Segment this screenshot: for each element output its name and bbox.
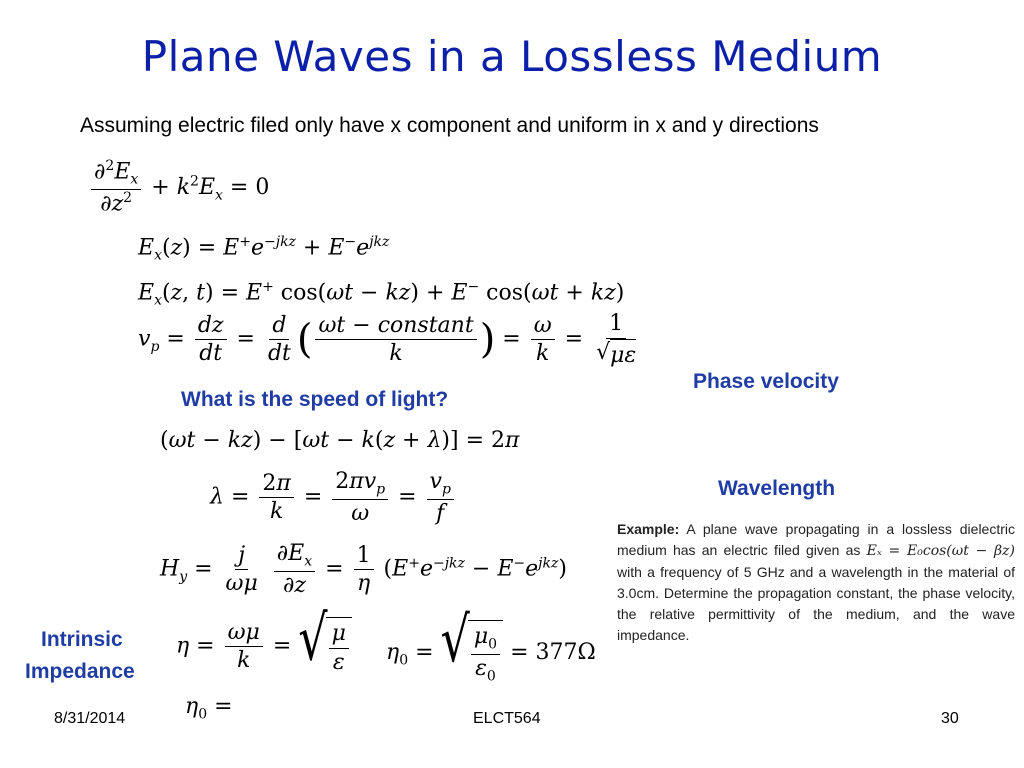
footer-date: 8/31/2014 (54, 710, 126, 727)
ex-time-equation: $E_x(z$, t) = E+ cos(ωt − kz) + E− cos(ωt + kz) (138, 279, 625, 309)
footer-page-number: 30 (941, 710, 959, 727)
footer-course: ELCT564 (473, 710, 541, 727)
example-paragraph (617, 519, 1015, 646)
impedance-label: Impedance (25, 660, 135, 683)
example-heading: Example: (617, 521, 680, 537)
example-text-2: with a frequency of 5 GHz and a wavelength in the material of 3.0cm. Determine the propagation constant, the phase velocity, the relative permittivity of the medium, and the wave impedance. (617, 564, 1015, 643)
phase-velocity-equation: $v_p$ = $\frac{dz}{dt}$ = $\frac{d}{dt}$ ( $\frac{\text{ωt − constant}}{k}$ ) = $\frac{\omega}{k}$ = 1 √ με (138, 311, 637, 368)
wavelength-phase-equation: (ωt − kz) − [ωt − k(z + λ)] = 2π (160, 428, 520, 453)
hy-equation: $H_y$ = $\frac{j}{\omega\mu}$ $\frac{\partial E_x}{\partial z}$ = $\frac{1}{\eta}$ $(E^+e^{-jkz} - E^-e^{jkz})$ (160, 541, 567, 598)
eta-equation: η = $\frac{\omega\mu}{k}$ = √ $\frac{\mu}{\varepsilon}$ (176, 617, 352, 676)
slide-subtitle: Assuming electric filed only have x component and uniform in x and y directions (80, 114, 819, 137)
speed-of-light-question: What is the speed of light? (181, 388, 449, 411)
example-formula: Eₓ = E₀cos(ωt − βz) (866, 543, 1015, 559)
eta0-blank-equation: $\eta_0$ = (185, 694, 233, 723)
eta0-equation: $\eta_0$ = √ $\frac{\mu_0}{\varepsilon_0}$ = 377Ω (386, 603, 596, 685)
wavelength-label: Wavelength (718, 477, 836, 500)
ex-phasor-equation: $E_x(z) = E^+e^{-jkz} + E^-e^{jkz}$ (138, 234, 390, 264)
wavelength-equation: λ = $\frac{2\pi}{k}$ = $\frac{2\pi v_p}{\omega}$ = $\frac{v_p}{f}$ (210, 468, 457, 527)
wave-equation: $\frac{\partial^2E_x}{\partial z^2}$ + $k^2E_x = 0$ (88, 158, 269, 218)
slide-title: Plane Waves in a Lossless Medium (141, 32, 883, 81)
intrinsic-label: Intrinsic (41, 628, 123, 651)
phase-velocity-label: Phase velocity (693, 370, 839, 393)
example-text-1: A plane wave propagating in a lossless dielectric medium has an electric filed given as (617, 521, 1015, 558)
